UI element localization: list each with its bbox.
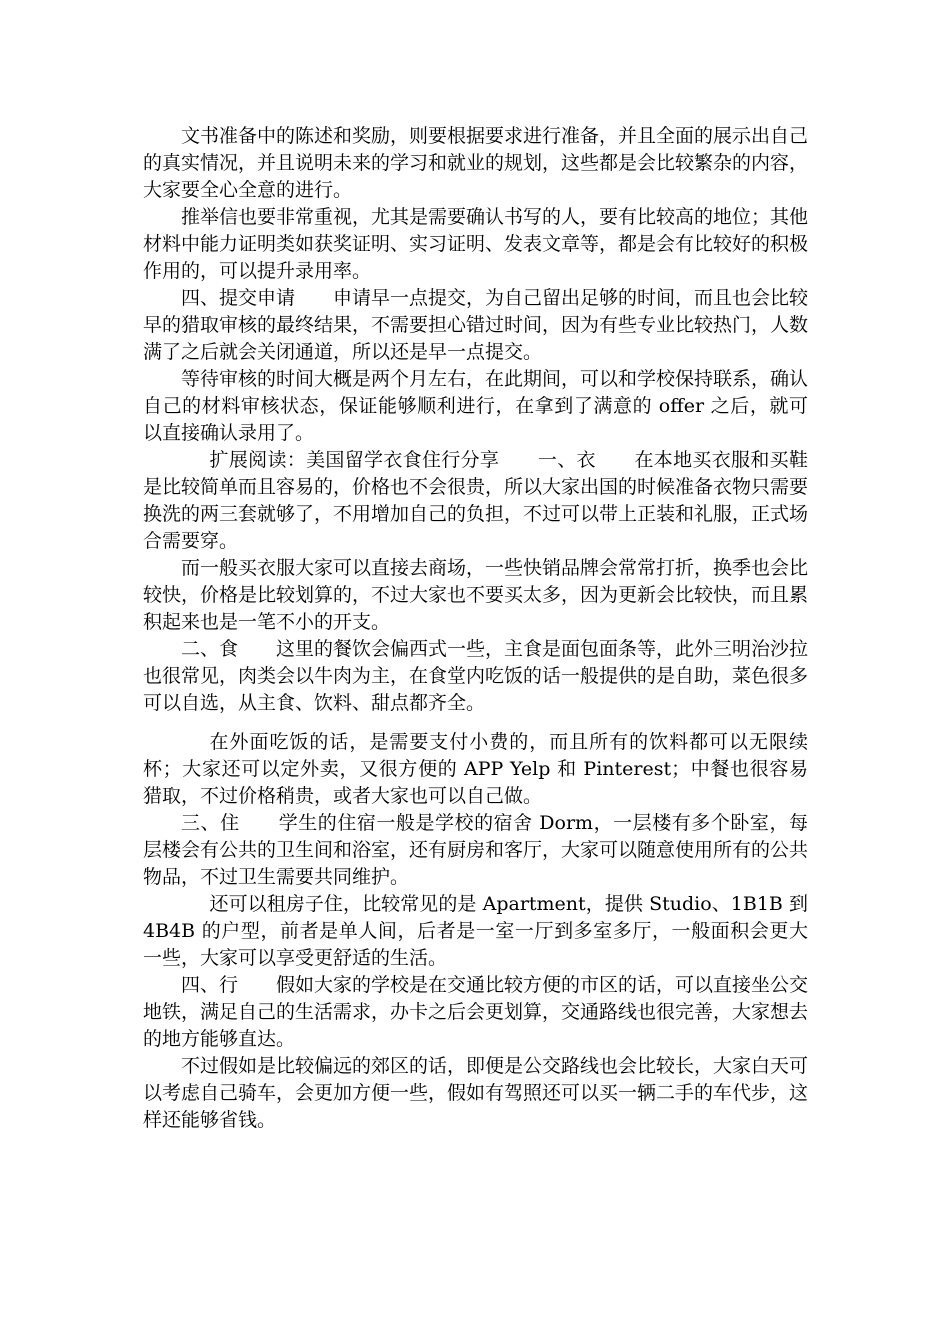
paragraph-waiting-review: 等待审核的时间大概是两个月左右，在此期间，可以和学校保持联系，确认自己的材料审核状态，保证能够顺利进行，在拿到了满意的 offer 之后，就可以直接确认录用了。 — [143, 368, 809, 444]
paragraph-food: 二、食 这里的餐饮会偏西式一些，主食是面包面条等，此外三明治沙拉也很常见，肉类会以牛肉为主，在食堂内吃饭的话一般提供的是自助，菜色很多可以自选，从主食、饮料、甜点都齐全。 — [143, 638, 809, 714]
paragraph-transportation: 四、行 假如大家的学校是在交通比较方便的市区的话，可以直接坐公交地铁，满足自己的生活需求，办卡之后会更划算，交通路线也很完善，大家想去的地方能够直达。 — [143, 974, 809, 1050]
paragraph-buying-clothes: 而一般买衣服大家可以直接去商场，一些快销品牌会常常打折，换季也会比较快，价格是比较划算的，不过大家也不要买太多，因为更新会比较快，而且累积起来也是一笔不小的开支。 — [143, 557, 809, 633]
paragraph-recommendation-letter: 推举信也要非常重视，尤其是需要确认书写的人，要有比较高的地位；其他材料中能力证明类如获奖证明、实习证明、发表文章等，都是会有比较好的积极作用的，可以提升录用率。 — [143, 206, 809, 282]
paragraph-extended-reading-clothing: 扩展阅读：美国留学衣食住行分享 一、衣 在本地买衣服和买鞋是比较简单而且容易的，价格也不会很贵，所以大家出国的时候准备衣物只需要换洗的两三套就够了，不用增加自己的负担，不过可以带上正装和礼服，正式场合需要穿。 — [143, 449, 809, 552]
paragraph-submit-application: 四、提交申请 申请早一点提交，为自己留出足够的时间，而且也会比较早的猎取审核的最终结果，不需要担心错过时间，因为有些专业比较热门，人数满了之后就会关闭通道，所以还是早一点提交。 — [143, 287, 809, 363]
document-body — [143, 123, 808, 1134]
paragraph-statement-awards: 文书准备中的陈述和奖励，则要根据要求进行准备，并且全面的展示出自己的真实情况，并且说明未来的学习和就业的规划，这些都是会比较繁杂的内容，大家要全心全意的进行。 — [143, 125, 809, 201]
paragraph-gap — [143, 717, 808, 729]
paragraph-suburb-transport: 不过假如是比较偏远的郊区的话，即便是公交路线也会比较长，大家白天可以考虑自己骑车，会更加方便一些，假如有驾照还可以买一辆二手的车代步，这样还能够省钱。 — [143, 1055, 809, 1131]
paragraph-eating-out: 在外面吃饭的话，是需要支付小费的，而且所有的饮料都可以无限续杯；大家还可以定外卖，又很方便的 APP Yelp 和 Pinterest；中餐也很容易猎取，不过价格稍贵，或者大家也可以自己做。 — [143, 731, 808, 807]
paragraph-housing: 三、住 学生的住宿一般是学校的宿舍 Dorm，一层楼有多个卧室，每层楼会有公共的卫生间和浴室，还有厨房和客厅，大家可以随意使用所有的公共物品，不过卫生需要共同维护。 — [143, 812, 809, 888]
paragraph-renting: 还可以租房子住，比较常见的是 Apartment，提供 Studio、1B1B 到 4B4B 的户型，前者是单人间，后者是一室一厅到多室多厅，一般面积会更大一些，大家可以享受更舒适的生活。 — [143, 893, 808, 969]
